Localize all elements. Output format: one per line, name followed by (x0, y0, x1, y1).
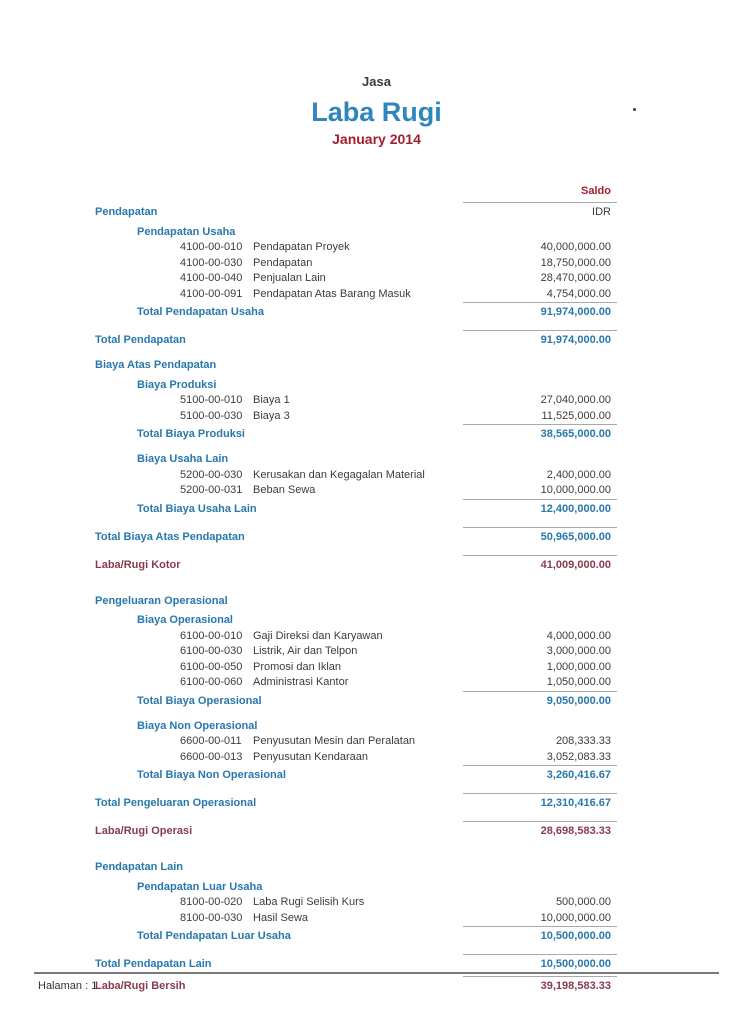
report-line (95, 719, 617, 735)
line-label: Biaya Atas Pendapatan (95, 359, 217, 371)
line-label: Laba/Rugi Kotor (95, 558, 181, 571)
line-label-cell (95, 895, 463, 910)
line-label: Laba/Rugi Operasi (95, 825, 193, 837)
report-line (95, 675, 617, 691)
line-value: 9,050,000.00 (463, 691, 617, 709)
report-line (95, 225, 617, 241)
line-label-cell (95, 768, 463, 783)
line-value: 3,260,416.67 (463, 765, 617, 783)
account-code: 5100-00-010 (180, 394, 243, 406)
line-label: Total Biaya Operasional (137, 694, 262, 707)
account-code: 6600-00-011 (180, 735, 242, 747)
line-value: 10,000,000.00 (540, 484, 611, 496)
report-line (95, 302, 617, 320)
account-name: Penyusutan Mesin dan Peralatan (253, 735, 416, 747)
report-header (0, 74, 753, 147)
account-code: 5100-00-030 (180, 409, 243, 422)
column-header-row (95, 184, 617, 205)
line-value: 11,525,000.00 (541, 409, 611, 422)
line-label: Total Biaya Usaha Lain (137, 502, 257, 515)
line-label-cell (95, 468, 463, 483)
report-line (95, 483, 617, 499)
account-code: 4100-00-040 (180, 272, 243, 284)
line-label-cell (95, 225, 463, 240)
line-value: 1,050,000.00 (546, 676, 611, 688)
report-line (95, 926, 617, 944)
line-label-cell (95, 750, 463, 765)
line-value: 91,974,000.00 (463, 330, 617, 348)
account-code: 6100-00-050 (180, 660, 243, 673)
report-line (95, 911, 617, 927)
report-line (95, 452, 617, 468)
line-label-cell (95, 719, 463, 734)
account-name: Beban Sewa (253, 484, 316, 496)
report-line (95, 793, 617, 811)
line-label: Total Pendapatan Usaha (137, 306, 264, 318)
line-label: Biaya Usaha Lain (137, 453, 229, 465)
line-value: 208,333.33 (555, 735, 611, 747)
line-value: 27,040,000.00 (540, 394, 611, 406)
line-label-cell (95, 660, 463, 675)
account-code: 8100-00-030 (180, 911, 243, 924)
line-value: 38,565,000.00 (463, 424, 617, 442)
line-label-cell (95, 734, 463, 749)
line-label: Biaya Non Operasional (137, 719, 258, 732)
report-table (95, 184, 617, 994)
line-value: 3,000,000.00 (546, 645, 611, 657)
line-label-cell (95, 629, 463, 644)
line-label-cell (95, 502, 463, 517)
line-value: 10,000,000.00 (540, 911, 611, 924)
line-value: 1,000,000.00 (546, 660, 611, 673)
line-label: Pendapatan Lain (95, 861, 184, 873)
line-value: 12,310,416.67 (463, 793, 617, 811)
page-footer (34, 972, 719, 992)
report-line (95, 240, 617, 256)
account-name: Laba Rugi Selisih Kurs (253, 896, 365, 908)
line-label-cell (95, 880, 463, 895)
report-line (95, 660, 617, 676)
report-line (95, 734, 617, 750)
line-label-cell (95, 530, 463, 545)
report-line (95, 287, 617, 303)
line-label: Total Biaya Produksi (137, 428, 245, 440)
line-value: IDR (592, 206, 611, 218)
report-line (95, 205, 617, 221)
line-label-cell (95, 613, 463, 628)
account-name: Penyusutan Kendaraan (253, 750, 368, 763)
report-line (95, 330, 617, 348)
line-label-cell (95, 644, 463, 659)
report-body (95, 205, 617, 994)
report-line (95, 594, 617, 610)
line-label: Total Biaya Atas Pendapatan (95, 530, 245, 543)
line-value: 50,965,000.00 (463, 527, 617, 545)
line-value: 39,198,583.33 (463, 976, 617, 994)
line-value: 500,000.00 (555, 896, 611, 908)
line-label: Total Pendapatan Luar Usaha (137, 930, 291, 942)
line-label-cell (95, 675, 463, 690)
report-line (95, 358, 617, 374)
account-name: Pendapatan Proyek (253, 241, 350, 253)
account-code: 6100-00-030 (180, 645, 243, 657)
report-line (95, 393, 617, 409)
line-label-cell (95, 694, 463, 709)
report-line (95, 880, 617, 896)
report-line (95, 860, 617, 876)
line-label-cell (95, 911, 463, 926)
line-value: 3,052,083.33 (546, 750, 611, 763)
line-label: Total Biaya Non Operasional (137, 769, 286, 781)
report-line (95, 468, 617, 484)
report-line (95, 256, 617, 272)
line-label: Total Pengeluaran Operasional (95, 797, 257, 809)
column-header-saldo: Saldo (463, 184, 617, 203)
line-label-cell (95, 358, 463, 373)
report-period: January 2014 (332, 131, 421, 147)
line-label-cell (95, 409, 463, 424)
report-line (95, 409, 617, 425)
report-line (95, 271, 617, 287)
line-label: Biaya Produksi (137, 378, 217, 391)
line-value: 41,009,000.00 (463, 555, 617, 573)
account-name: Biaya 1 (253, 394, 290, 406)
account-name: Pendapatan (253, 256, 313, 269)
line-label-cell (95, 427, 463, 442)
report-line (95, 378, 617, 394)
account-name: Hasil Sewa (253, 911, 309, 924)
line-label: Pendapatan Usaha (137, 225, 236, 238)
report-line (95, 644, 617, 660)
line-value: 2,400,000.00 (546, 468, 611, 481)
line-label-cell (95, 305, 463, 320)
report-line (95, 629, 617, 645)
line-label: Biaya Operasional (137, 614, 233, 626)
report-line (95, 750, 617, 766)
company-name: Jasa (362, 74, 391, 89)
line-label-cell (95, 378, 463, 393)
line-label-cell (95, 452, 463, 467)
report-line (95, 895, 617, 911)
report-line (95, 499, 617, 517)
account-name: Administrasi Kantor (253, 676, 349, 688)
line-value: 18,750,000.00 (540, 256, 611, 269)
line-label-cell (95, 558, 463, 573)
account-name: Listrik, Air dan Telpon (253, 645, 358, 657)
line-label-cell (95, 393, 463, 408)
line-value: 4,754,000.00 (546, 287, 611, 300)
line-value: 40,000,000.00 (540, 241, 611, 253)
line-value: 10,500,000.00 (463, 954, 617, 972)
report-line (95, 765, 617, 783)
line-label: Total Pendapatan Lain (95, 958, 212, 970)
line-value: 28,698,583.33 (463, 821, 617, 839)
account-name: Promosi dan Iklan (253, 660, 342, 673)
line-value: 28,470,000.00 (540, 272, 611, 284)
account-code: 5200-00-031 (180, 484, 243, 496)
line-label-cell (95, 957, 463, 972)
line-label-cell (95, 483, 463, 498)
account-code: 4100-00-091 (180, 287, 243, 300)
report-line (95, 821, 617, 839)
report-line (95, 954, 617, 972)
line-label-cell (95, 240, 463, 255)
report-line (95, 691, 617, 709)
account-name: Gaji Direksi dan Karyawan (253, 629, 383, 642)
line-label-cell (95, 205, 463, 220)
report-title: Laba Rugi (311, 97, 442, 127)
account-code: 6100-00-060 (180, 676, 243, 688)
line-label-cell (95, 287, 463, 302)
page-number-label: Halaman : 1 (38, 980, 98, 992)
line-label-cell (95, 929, 463, 944)
line-label-cell (95, 594, 463, 609)
report-line (95, 555, 617, 573)
report-line (95, 527, 617, 545)
account-code: 4100-00-010 (180, 241, 243, 253)
line-label-cell (95, 256, 463, 271)
report-line (95, 613, 617, 629)
account-code: 5200-00-030 (180, 468, 243, 481)
line-label-cell (95, 824, 463, 839)
account-code: 4100-00-030 (180, 256, 243, 269)
line-label-cell (95, 796, 463, 811)
line-label-cell (95, 860, 463, 875)
line-value: 12,400,000.00 (463, 499, 617, 517)
stray-mark (633, 108, 636, 111)
line-label: Pengeluaran Operasional (95, 594, 228, 607)
line-value: 4,000,000.00 (546, 629, 611, 642)
line-value: 91,974,000.00 (463, 302, 617, 320)
account-code: 8100-00-020 (180, 896, 243, 908)
account-name: Biaya 3 (253, 409, 290, 422)
line-value: 10,500,000.00 (463, 926, 617, 944)
account-name: Penjualan Lain (253, 272, 326, 284)
line-label: Laba/Rugi Bersih (95, 980, 186, 992)
line-label: Pendapatan (95, 206, 158, 218)
account-code: 6600-00-013 (180, 750, 243, 763)
account-code: 6100-00-010 (180, 629, 243, 642)
line-label: Total Pendapatan (95, 334, 186, 346)
account-name: Kerusakan dan Kegagalan Material (253, 468, 425, 481)
account-name: Pendapatan Atas Barang Masuk (253, 287, 411, 300)
line-label: Pendapatan Luar Usaha (137, 880, 263, 893)
line-label-cell (95, 271, 463, 286)
line-label-cell (95, 333, 463, 348)
report-line (95, 424, 617, 442)
